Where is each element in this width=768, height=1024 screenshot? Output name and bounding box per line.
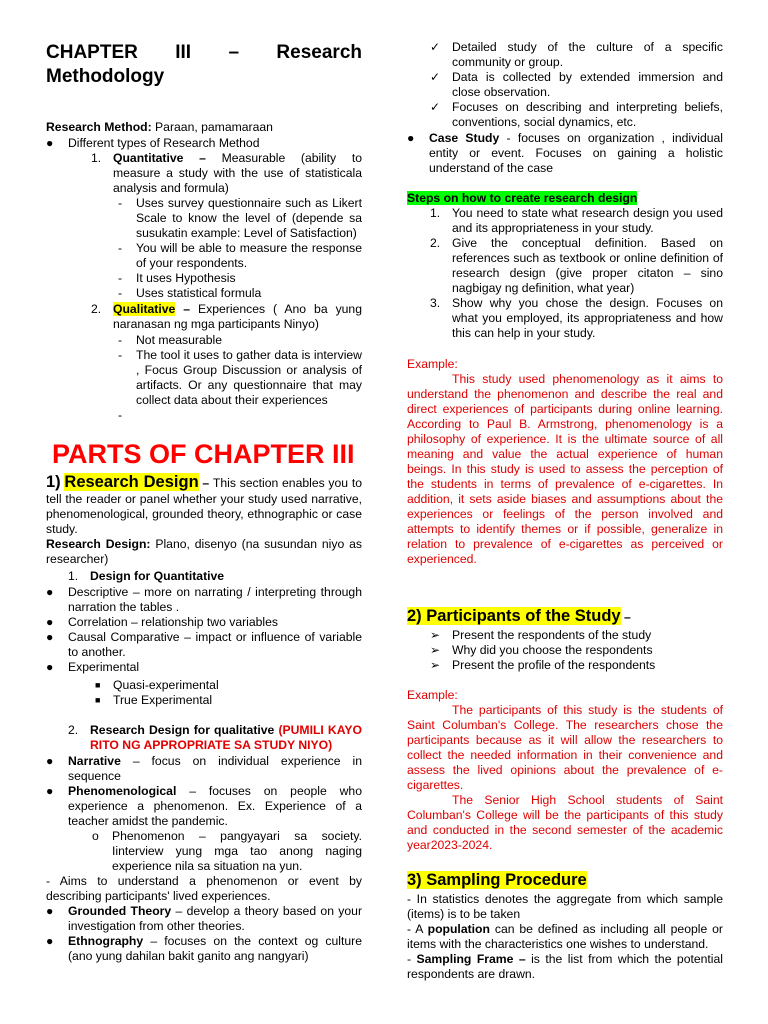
list-item: ● Narrative – focus on individual experience in sequence <box>46 754 362 783</box>
list-item: 2. Give the conceptual definition. Based on references such as textbook or online definition of research design (give proper citaton – sino nagbigay ng definition, what year) <box>430 236 723 295</box>
checkmark-icon: ✓ <box>430 40 441 54</box>
bullet-icon: ● <box>46 615 54 629</box>
participants-list <box>407 628 723 673</box>
phenomenological-aim: - Aims to understand a phenomenon or event by describing participants' lived experiences. <box>46 874 362 903</box>
checkmark-icon: ✓ <box>430 100 441 114</box>
checkmark-icon: ✓ <box>430 70 441 84</box>
research-method-text: Paraan, pamamaraan <box>151 120 273 134</box>
bullet-icon: ● <box>46 136 54 150</box>
list-item: ■ True Experimental <box>95 693 213 707</box>
example-participants: Example: The participants of this study is the students of Saint Columban's College. The researchers chose the participants because as it will allow the researchers to collect the needed information in their convenience and assess the lived opinions about the prevalence of e-cigarettes. The Senior High School students of Saint Columban's College will be the participants of this study and conducted in the second semester of the academic year2023-2024. <box>407 688 723 852</box>
list-item: ● Ethnography – focuses on the context og culture (ano yung dahilan bakit ganito ang nangyari) <box>46 934 362 963</box>
list-item: - The tool it uses to gather data is interview , Focus Group Discussion or analysis of artifacts. Or any questionnaire that may collect data about their experiences <box>118 348 362 407</box>
chapter-title <box>46 41 362 89</box>
parts-heading: PARTS OF CHAPTER III <box>52 439 355 469</box>
list-item: ➢ Why did you choose the respondents <box>430 643 653 657</box>
qualitative-item: 2. Qualitative – Experiences ( Ano ba yung naranasan ng mga participants Ninyo) <box>91 302 362 331</box>
bullet-icon: ● <box>46 585 54 599</box>
research-design-section: 1) Research Design – This section enables you to tell the reader or panel whether your study used narrative, phenomenological, grounded theory, ethnographic or case study. Research Design: Plano, disenyo (na susundan niyo as researcher) <box>46 473 362 566</box>
list-item: ● Phenomenological – focuses on people who experience a phenomenon. Ex. Experience of a teacher amidst the pandemic. <box>46 784 362 828</box>
list-item: ■ Quasi-experimental <box>95 678 219 692</box>
qualitative-number: 2. <box>91 302 102 316</box>
steps-heading: Steps on how to create research design <box>407 191 638 205</box>
list-item: - It uses Hypothesis <box>118 271 236 285</box>
design-quantitative-heading: 1. Design for Quantitative <box>68 569 225 583</box>
quantitative-text: Measurable (ability to measure a study with the use of statisticala analysis and formula) <box>113 151 362 195</box>
quantitative-design-list <box>46 585 362 675</box>
list-item: ✓ Data is collected by extended immersion and close observation. <box>430 70 723 99</box>
list-item: - You will be able to measure the response of your respondents. <box>118 241 362 270</box>
bullet-icon: ● <box>46 754 54 768</box>
research-design-heading: Research Design <box>64 473 199 491</box>
list-item: 3. Show why you chose the design. Focuses on what you employed, its appropriateness and how this can help in your study. <box>430 296 723 340</box>
list-item: ✓ Detailed study of the culture of a specific community or group. <box>430 40 723 69</box>
types-intro-text: Different types of Research Method <box>68 136 260 150</box>
list-item: ● Causal Comparative – impact or influence of variable to another. <box>46 630 362 659</box>
arrow-bullet-icon: ➢ <box>430 628 441 642</box>
participants-heading: 2) Participants of the Study – <box>407 607 631 625</box>
list-item: - <box>118 408 123 422</box>
types-intro-item <box>46 136 362 151</box>
research-method-definition <box>46 120 362 135</box>
list-item: ● Grounded Theory – develop a theory based on your investigation from other theories. <box>46 904 363 933</box>
left-column <box>46 0 363 963</box>
list-item: 1. You need to state what research design you used and its appropriateness in your study. <box>430 206 723 235</box>
list-item: ➢ Present the profile of the respondents <box>430 658 656 672</box>
bullet-icon: ● <box>46 784 54 798</box>
list-item: - Uses survey questionnaire such as Likert Scale to know the level of (depende sa susukatin example: Level of Satisfaction) <box>118 196 362 240</box>
list-item: ● Experimental <box>46 660 140 674</box>
example-research-design: Example: This study used phenomenology as it aims to understand the phenomenon and describe the real and direct experiences of participants during online learning. According to Paul B. Armstrong, phenomenology is a philosophy of experience. It is the ultimate source of all meaning and value the actual experience of human beings. In this study is used to assess the perception of the students in terms of prevalence of e-cigarettes. In addition, it sets aside biases and assumptions about the experiences or feelings of the person involved and attempts to identify themes or if possible, generalize in relation to prevalence of e-cigarettes as perceived or experienced. <box>407 357 723 566</box>
bullet-icon: ● <box>46 630 54 644</box>
list-item: - Not measurable <box>118 333 223 347</box>
bullet-icon: ● <box>46 660 54 674</box>
quantitative-label: Quantitative – <box>113 151 206 165</box>
bullet-icon: ● <box>46 934 54 948</box>
experimental-subitems <box>46 678 362 708</box>
square-bullet-icon: ■ <box>95 680 101 690</box>
list-item: ➢ Present the respondents of the study <box>430 628 652 642</box>
sampling-heading: 3) Sampling Procedure <box>407 871 587 889</box>
bullet-icon: ● <box>407 131 415 145</box>
list-item: ● Correlation – relationship two variables <box>46 615 279 629</box>
quantitative-number: 1. <box>91 151 102 165</box>
qualitative-design-list <box>46 754 362 964</box>
arrow-bullet-icon: ➢ <box>430 643 441 657</box>
quantitative-subitems <box>46 196 362 301</box>
circle-bullet-icon: o <box>92 829 99 843</box>
qualitative-subitems <box>46 333 362 423</box>
ethnography-checklist <box>407 40 723 130</box>
design-qualitative-heading: 2. Research Design for qualitative (PUMILI KAYO RITO NG APPROPRIATE SA STUDY NIYO) <box>68 723 362 752</box>
steps-list <box>407 206 723 341</box>
quantitative-item <box>46 151 362 196</box>
qualitative-text: Experiences ( Ano ba yung naranasan ng mga participants Ninyo) <box>113 302 362 331</box>
bullet-icon: ● <box>46 904 54 918</box>
qualitative-label: Qualitative <box>113 302 176 316</box>
list-item: - Uses statistical formula <box>118 286 262 300</box>
list-item: o Phenomenon – pangyayari sa society. Iinterview yung mga tao anong naging experience nila sa situation na yun. <box>92 829 362 873</box>
sampling-text: - In statistics denotes the aggregate from which sample (items) is to be taken - A population can be defined as including all people or items with the characteristics one wishes to understand. - Sampling Frame – is the list from which the potential respondents are drawn. <box>407 892 723 981</box>
research-design-text: This section enables you to tell the reader or panel whether your study used narrative, phenomenological, grounded theory, ethnographic or case study. <box>46 476 362 536</box>
square-bullet-icon: ■ <box>95 695 101 705</box>
arrow-bullet-icon: ➢ <box>430 658 441 672</box>
list-item: ✓ Focuses on describing and interpreting beliefs, conventions, social dynamics, etc. <box>430 100 723 129</box>
list-item: ● Descriptive – more on narrating / interpreting through narration the tables . <box>46 585 362 614</box>
case-study-item: ● Case Study - focuses on organization , individual entity or event. Focuses on gaining a holistic understand of the case <box>407 131 723 175</box>
chapter-title-line2: Methodology <box>46 66 165 87</box>
chapter-title-line1: CHAPTER III – Research <box>46 42 362 63</box>
research-method-label: Research Method: <box>46 120 152 134</box>
